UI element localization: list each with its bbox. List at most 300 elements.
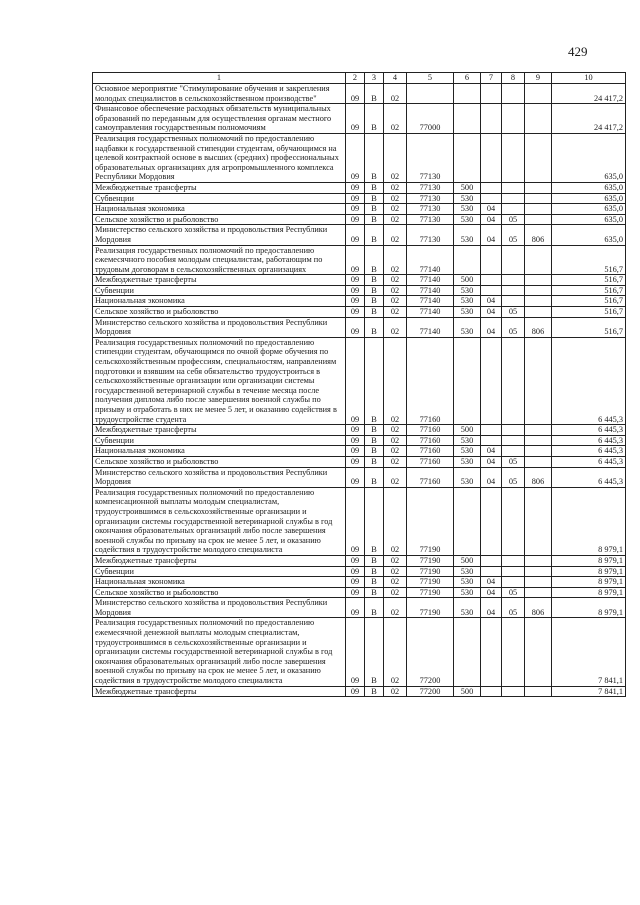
ministry-code — [525, 337, 552, 424]
row-description: Субвенции — [93, 193, 346, 204]
section-code: 09 — [346, 285, 365, 296]
amount: 8 979,1 — [552, 577, 626, 588]
expense-type-code: 530 — [454, 214, 481, 225]
target-code: 77160 — [407, 435, 454, 446]
target-code: 77190 — [407, 566, 454, 577]
row-description: Субвенции — [93, 435, 346, 446]
program-code: В — [365, 587, 384, 598]
row-description: Межбюджетные трансферты — [93, 555, 346, 566]
target-code: 77140 — [407, 296, 454, 307]
expense-type-code: 500 — [454, 555, 481, 566]
subprogram-code: 02 — [384, 587, 407, 598]
target-code: 77130 — [407, 204, 454, 215]
chapter-code: 04 — [481, 225, 502, 245]
section-code: 09 — [346, 317, 365, 337]
section-code: 09 — [346, 456, 365, 467]
subprogram-code: 02 — [384, 425, 407, 436]
ministry-code — [525, 204, 552, 215]
section-code: 09 — [346, 467, 365, 487]
ministry-code — [525, 686, 552, 697]
chapter-code: 04 — [481, 587, 502, 598]
amount: 6 445,3 — [552, 435, 626, 446]
row-description: Субвенции — [93, 285, 346, 296]
expense-type-code — [454, 133, 481, 182]
expense-type-code: 530 — [454, 225, 481, 245]
col-header: 10 — [552, 73, 626, 84]
subprogram-code: 02 — [384, 566, 407, 577]
table-row — [93, 296, 626, 307]
ministry-code — [525, 193, 552, 204]
amount: 635,0 — [552, 214, 626, 225]
section-code: 09 — [346, 225, 365, 245]
amount: 635,0 — [552, 133, 626, 182]
col-header: 1 — [93, 73, 346, 84]
row-description: Реализация государственных полномочий по предоставлению стипендии студентам, обучающимся по очной форме обучения по сельскохозяйственным профессиям, специальностям, направлениям подготовки и взявшим на себя обязательство трудоустроиться в сельскохозяйственные организации или организации системы государственной ветеринарной службы в течение месяца после получения диплома либо после завершения военной службы по призыву и отработать в них не менее 5 лет, и оказанию содействия в трудоустройстве студента — [93, 337, 346, 424]
ministry-code — [525, 566, 552, 577]
ministry-code — [525, 555, 552, 566]
chapter-code: 04 — [481, 317, 502, 337]
program-code: В — [365, 317, 384, 337]
page-number: 429 — [568, 44, 588, 59]
section-code: 09 — [346, 214, 365, 225]
row-description: Сельское хозяйство и рыболовство — [93, 307, 346, 318]
table-header-row — [93, 73, 626, 84]
target-code: 77190 — [407, 587, 454, 598]
row-description: Основное мероприятие "Стимулирование обучения и закрепления молодых специалистов в сельскохозяйственном производстве" — [93, 84, 346, 104]
subsection-code — [502, 245, 525, 275]
expense-type-code: 530 — [454, 467, 481, 487]
program-code: В — [365, 204, 384, 215]
section-code: 09 — [346, 245, 365, 275]
target-code: 77200 — [407, 618, 454, 686]
expense-type-code — [454, 84, 481, 104]
chapter-code: 04 — [481, 214, 502, 225]
chapter-code: 04 — [481, 598, 502, 618]
row-description: Национальная экономика — [93, 296, 346, 307]
amount: 8 979,1 — [552, 598, 626, 618]
subsection-code: 05 — [502, 214, 525, 225]
row-description: Реализация государственных полномочий по предоставлению ежемесячной денежной выплаты молодым специалистам, трудоустроившимся в сельскохозяйственные организации и организации системы государственной ветеринарной службы в год окончания образовательных организаций либо после завершения военной службы по призыву на срок не менее 5 лет, и оказанию содействия в трудоустройстве молодого специалиста — [93, 618, 346, 686]
ministry-code — [525, 245, 552, 275]
row-description: Финансовое обеспечение расходных обязательств муниципальных образований по переданным для осуществления органам местного самоуправления государственным полномочиям — [93, 104, 346, 134]
ministry-code — [525, 296, 552, 307]
subsection-code — [502, 204, 525, 215]
amount: 8 979,1 — [552, 587, 626, 598]
chapter-code — [481, 566, 502, 577]
amount: 635,0 — [552, 225, 626, 245]
target-code — [407, 84, 454, 104]
section-code: 09 — [346, 555, 365, 566]
section-code: 09 — [346, 686, 365, 697]
subsection-code — [502, 435, 525, 446]
table-row — [93, 566, 626, 577]
target-code: 77140 — [407, 307, 454, 318]
chapter-code — [481, 285, 502, 296]
table-row — [93, 618, 626, 686]
row-description: Сельское хозяйство и рыболовство — [93, 587, 346, 598]
table-row — [93, 587, 626, 598]
program-code: В — [365, 133, 384, 182]
subprogram-code: 02 — [384, 317, 407, 337]
target-code: 77200 — [407, 686, 454, 697]
target-code: 77190 — [407, 598, 454, 618]
amount: 516,7 — [552, 245, 626, 275]
target-code: 77140 — [407, 245, 454, 275]
ministry-code: 806 — [525, 467, 552, 487]
chapter-code — [481, 435, 502, 446]
ministry-code — [525, 425, 552, 436]
amount: 635,0 — [552, 182, 626, 193]
ministry-code — [525, 182, 552, 193]
row-description: Реализация государственных полномочий по предоставлению ежемесячного пособия молодым специалистам, работающим по трудовым договорам в сельскохозяйственных организациях — [93, 245, 346, 275]
ministry-code — [525, 133, 552, 182]
col-header: 9 — [525, 73, 552, 84]
subprogram-code: 02 — [384, 686, 407, 697]
chapter-code — [481, 487, 502, 555]
ministry-code — [525, 487, 552, 555]
table-row — [93, 317, 626, 337]
chapter-code — [481, 133, 502, 182]
col-header: 4 — [384, 73, 407, 84]
chapter-code — [481, 182, 502, 193]
ministry-code — [525, 618, 552, 686]
amount: 6 445,3 — [552, 425, 626, 436]
ministry-code — [525, 456, 552, 467]
ministry-code: 806 — [525, 317, 552, 337]
expense-type-code: 500 — [454, 182, 481, 193]
expense-type-code: 530 — [454, 456, 481, 467]
chapter-code: 04 — [481, 577, 502, 588]
subprogram-code: 02 — [384, 193, 407, 204]
target-code: 77130 — [407, 225, 454, 245]
subsection-code — [502, 446, 525, 457]
ministry-code — [525, 84, 552, 104]
amount: 8 979,1 — [552, 555, 626, 566]
ministry-code: 806 — [525, 225, 552, 245]
subsection-code — [502, 133, 525, 182]
table-row — [93, 425, 626, 436]
subprogram-code: 02 — [384, 245, 407, 275]
program-code: В — [365, 225, 384, 245]
row-description: Министерство сельского хозяйства и продовольствия Республики Мордовия — [93, 598, 346, 618]
target-code: 77160 — [407, 467, 454, 487]
expense-type-code — [454, 337, 481, 424]
section-code: 09 — [346, 104, 365, 134]
program-code: В — [365, 618, 384, 686]
row-description: Реализация государственных полномочий по предоставлению надбавки к государственной стипендии студентам, обучающимся на целевой контрактной основе в высших (средних) профессиональных образовательных организациях для агропромышленного комплекса Республики Мордовия — [93, 133, 346, 182]
chapter-code — [481, 337, 502, 424]
program-code: В — [365, 307, 384, 318]
expense-type-code: 530 — [454, 587, 481, 598]
expense-type-code: 530 — [454, 577, 481, 588]
section-code: 09 — [346, 275, 365, 286]
section-code: 09 — [346, 296, 365, 307]
chapter-code — [481, 555, 502, 566]
amount: 6 445,3 — [552, 456, 626, 467]
subprogram-code: 02 — [384, 487, 407, 555]
amount: 516,7 — [552, 285, 626, 296]
program-code: В — [365, 467, 384, 487]
section-code: 09 — [346, 598, 365, 618]
col-header: 8 — [502, 73, 525, 84]
expense-type-code: 530 — [454, 296, 481, 307]
subsection-code — [502, 193, 525, 204]
table-row — [93, 446, 626, 457]
chapter-code: 04 — [481, 446, 502, 457]
program-code: В — [365, 577, 384, 588]
table-row — [93, 285, 626, 296]
amount: 516,7 — [552, 296, 626, 307]
section-code: 09 — [346, 204, 365, 215]
subprogram-code: 02 — [384, 285, 407, 296]
expense-type-code: 530 — [454, 598, 481, 618]
target-code: 77130 — [407, 182, 454, 193]
section-code: 09 — [346, 435, 365, 446]
target-code: 77160 — [407, 337, 454, 424]
subprogram-code: 02 — [384, 467, 407, 487]
ministry-code — [525, 104, 552, 134]
program-code: В — [365, 84, 384, 104]
col-header: 2 — [346, 73, 365, 84]
program-code: В — [365, 456, 384, 467]
table-row — [93, 182, 626, 193]
program-code: В — [365, 598, 384, 618]
subprogram-code: 02 — [384, 296, 407, 307]
table-row — [93, 686, 626, 697]
amount: 6 445,3 — [552, 337, 626, 424]
row-description: Субвенции — [93, 566, 346, 577]
target-code: 77160 — [407, 446, 454, 457]
table-row — [93, 456, 626, 467]
expense-type-code: 500 — [454, 425, 481, 436]
subsection-code — [502, 182, 525, 193]
ministry-code — [525, 214, 552, 225]
subprogram-code: 02 — [384, 618, 407, 686]
program-code: В — [365, 182, 384, 193]
program-code: В — [365, 296, 384, 307]
section-code: 09 — [346, 577, 365, 588]
row-description: Сельское хозяйство и рыболовство — [93, 456, 346, 467]
row-description: Национальная экономика — [93, 204, 346, 215]
table-row — [93, 225, 626, 245]
subsection-code: 05 — [502, 598, 525, 618]
subsection-code: 05 — [502, 307, 525, 318]
target-code: 77190 — [407, 555, 454, 566]
target-code: 77130 — [407, 133, 454, 182]
ministry-code — [525, 307, 552, 318]
chapter-code: 04 — [481, 307, 502, 318]
subsection-code — [502, 566, 525, 577]
table-row — [93, 104, 626, 134]
row-description: Межбюджетные трансферты — [93, 686, 346, 697]
row-description: Межбюджетные трансферты — [93, 425, 346, 436]
col-header: 6 — [454, 73, 481, 84]
amount: 6 445,3 — [552, 467, 626, 487]
col-header: 5 — [407, 73, 454, 84]
target-code: 77160 — [407, 456, 454, 467]
ministry-code — [525, 446, 552, 457]
target-code: 77190 — [407, 487, 454, 555]
chapter-code — [481, 84, 502, 104]
table-row — [93, 467, 626, 487]
section-code: 09 — [346, 446, 365, 457]
expense-type-code: 530 — [454, 204, 481, 215]
row-description: Национальная экономика — [93, 577, 346, 588]
section-code: 09 — [346, 487, 365, 555]
section-code: 09 — [346, 182, 365, 193]
amount: 7 841,1 — [552, 686, 626, 697]
chapter-code — [481, 686, 502, 697]
chapter-code: 04 — [481, 204, 502, 215]
table-row — [93, 435, 626, 446]
program-code: В — [365, 104, 384, 134]
row-description: Межбюджетные трансферты — [93, 275, 346, 286]
target-code: 77160 — [407, 425, 454, 436]
program-code: В — [365, 285, 384, 296]
expense-type-code: 530 — [454, 446, 481, 457]
budget-table — [92, 72, 626, 697]
ministry-code: 806 — [525, 598, 552, 618]
program-code: В — [365, 193, 384, 204]
target-code: 77140 — [407, 285, 454, 296]
subprogram-code: 02 — [384, 456, 407, 467]
subprogram-code: 02 — [384, 598, 407, 618]
amount: 8 979,1 — [552, 487, 626, 555]
table-row — [93, 487, 626, 555]
amount: 516,7 — [552, 275, 626, 286]
expense-type-code — [454, 104, 481, 134]
table-row — [93, 577, 626, 588]
table-row — [93, 555, 626, 566]
program-code: В — [365, 686, 384, 697]
expense-type-code — [454, 245, 481, 275]
subsection-code — [502, 686, 525, 697]
subsection-code — [502, 84, 525, 104]
target-code: 77130 — [407, 193, 454, 204]
subsection-code — [502, 425, 525, 436]
table-row — [93, 598, 626, 618]
table-row — [93, 84, 626, 104]
subprogram-code: 02 — [384, 225, 407, 245]
expense-type-code: 530 — [454, 435, 481, 446]
subsection-code — [502, 618, 525, 686]
expense-type-code: 530 — [454, 317, 481, 337]
program-code: В — [365, 337, 384, 424]
expense-type-code: 530 — [454, 285, 481, 296]
program-code: В — [365, 566, 384, 577]
row-description: Министерство сельского хозяйства и продовольствия Республики Мордовия — [93, 225, 346, 245]
subsection-code: 05 — [502, 456, 525, 467]
ministry-code — [525, 435, 552, 446]
chapter-code — [481, 193, 502, 204]
expense-type-code: 500 — [454, 275, 481, 286]
chapter-code — [481, 275, 502, 286]
chapter-code — [481, 618, 502, 686]
subprogram-code: 02 — [384, 307, 407, 318]
program-code: В — [365, 275, 384, 286]
subprogram-code: 02 — [384, 204, 407, 215]
section-code: 09 — [346, 193, 365, 204]
col-header: 3 — [365, 73, 384, 84]
subsection-code: 05 — [502, 467, 525, 487]
expense-type-code — [454, 618, 481, 686]
row-description: Национальная экономика — [93, 446, 346, 457]
target-code: 77190 — [407, 577, 454, 588]
table-row — [93, 214, 626, 225]
table-row — [93, 193, 626, 204]
subprogram-code: 02 — [384, 446, 407, 457]
subsection-code — [502, 487, 525, 555]
amount: 7 841,1 — [552, 618, 626, 686]
row-description: Межбюджетные трансферты — [93, 182, 346, 193]
row-description: Министерство сельского хозяйства и продовольствия Республики Мордовия — [93, 317, 346, 337]
subprogram-code: 02 — [384, 104, 407, 134]
expense-type-code: 500 — [454, 686, 481, 697]
row-description: Министерство сельского хозяйства и продовольствия Республики Мордовия — [93, 467, 346, 487]
amount: 8 979,1 — [552, 566, 626, 577]
expense-type-code: 530 — [454, 566, 481, 577]
table-row — [93, 133, 626, 182]
ministry-code — [525, 577, 552, 588]
section-code: 09 — [346, 425, 365, 436]
ministry-code — [525, 587, 552, 598]
subprogram-code: 02 — [384, 182, 407, 193]
section-code: 09 — [346, 566, 365, 577]
subprogram-code: 02 — [384, 577, 407, 588]
amount: 516,7 — [552, 317, 626, 337]
amount: 24 417,2 — [552, 84, 626, 104]
chapter-code — [481, 245, 502, 275]
target-code: 77130 — [407, 214, 454, 225]
chapter-code: 04 — [481, 467, 502, 487]
table-row — [93, 307, 626, 318]
section-code: 09 — [346, 133, 365, 182]
row-description: Реализация государственных полномочий по предоставлению компенсационной выплаты молодым специалистам, трудоустроившимся в сельскохозяйственные организации и организации системы государственной ветеринарной службы в год окончания образовательных организаций либо после завершения военной службы по призыву на срок не менее 5 лет, и оказанию содействия в трудоустройстве молодого специалиста — [93, 487, 346, 555]
table-row — [93, 337, 626, 424]
program-code: В — [365, 555, 384, 566]
subsection-code — [502, 337, 525, 424]
chapter-code: 04 — [481, 456, 502, 467]
subsection-code — [502, 555, 525, 566]
amount: 635,0 — [552, 204, 626, 215]
table-row — [93, 204, 626, 215]
subsection-code — [502, 285, 525, 296]
subprogram-code: 02 — [384, 84, 407, 104]
subprogram-code: 02 — [384, 133, 407, 182]
program-code: В — [365, 425, 384, 436]
section-code: 09 — [346, 618, 365, 686]
expense-type-code: 530 — [454, 193, 481, 204]
ministry-code — [525, 275, 552, 286]
amount: 6 445,3 — [552, 446, 626, 457]
subprogram-code: 02 — [384, 275, 407, 286]
expense-type-code: 530 — [454, 307, 481, 318]
subsection-code: 05 — [502, 225, 525, 245]
subprogram-code: 02 — [384, 555, 407, 566]
program-code: В — [365, 446, 384, 457]
amount: 24 417,2 — [552, 104, 626, 134]
section-code: 09 — [346, 307, 365, 318]
subsection-code — [502, 577, 525, 588]
table-row — [93, 245, 626, 275]
col-header: 7 — [481, 73, 502, 84]
target-code: 77000 — [407, 104, 454, 134]
section-code: 09 — [346, 337, 365, 424]
target-code: 77140 — [407, 317, 454, 337]
section-code: 09 — [346, 84, 365, 104]
program-code: В — [365, 435, 384, 446]
target-code: 77140 — [407, 275, 454, 286]
